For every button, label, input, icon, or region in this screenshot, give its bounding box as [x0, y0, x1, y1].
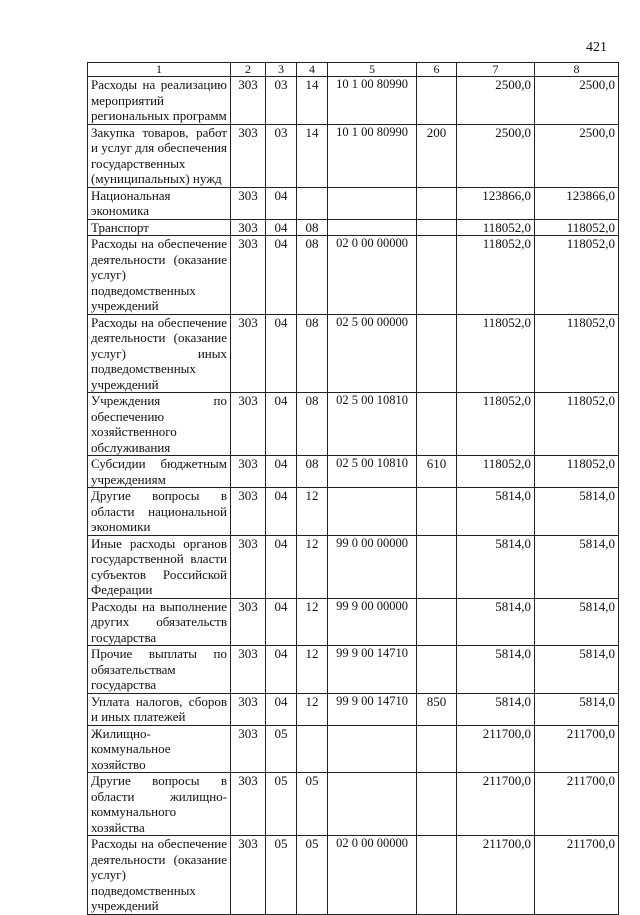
header-cell: 8: [535, 63, 619, 77]
expense-type-code-cell: [417, 488, 457, 536]
expense-type-code-cell: [417, 836, 457, 915]
table-row: [88, 836, 619, 915]
ministry-code-cell: 303: [231, 187, 266, 219]
amount-year-1-cell: 211700,0: [457, 773, 535, 836]
table-row: [88, 693, 619, 725]
ministry-code-cell: 303: [231, 124, 266, 187]
table-row: [88, 236, 619, 315]
table-row: [88, 773, 619, 836]
amount-year-2-cell: 5814,0: [535, 598, 619, 646]
section-code-cell: 04: [266, 535, 297, 598]
subsection-code-cell: 12: [297, 598, 328, 646]
expense-type-code-cell: [417, 598, 457, 646]
item-name-cell: Другие вопросы в области жилищно-коммунального хозяйства: [88, 773, 231, 836]
subsection-code-cell: 14: [297, 124, 328, 187]
item-name-cell: Субсидии бюджетным учреждениям: [88, 456, 231, 488]
amount-year-2-cell: 5814,0: [535, 646, 619, 694]
expense-type-code-cell: [417, 314, 457, 393]
section-code-cell: 04: [266, 598, 297, 646]
target-article-code-cell: 99 0 00 00000: [328, 535, 417, 598]
expense-type-code-cell: [417, 187, 457, 219]
item-name-cell: Расходы на выполнение других обязательств государства: [88, 598, 231, 646]
subsection-code-cell: 12: [297, 488, 328, 536]
target-article-code-cell: 02 0 00 00000: [328, 836, 417, 915]
section-code-cell: 04: [266, 393, 297, 456]
subsection-code-cell: 08: [297, 314, 328, 393]
amount-year-2-cell: 118052,0: [535, 219, 619, 236]
table-row: [88, 725, 619, 773]
table-body: [88, 77, 619, 915]
item-name-cell: Расходы на реализацию мероприятий региональных программ: [88, 77, 231, 125]
subsection-code-cell: 08: [297, 219, 328, 236]
item-name-cell: Закупка товаров, работ и услуг для обеспечения государственных (муниципальных) нужд: [88, 124, 231, 187]
amount-year-2-cell: 211700,0: [535, 725, 619, 773]
table-row: [88, 535, 619, 598]
amount-year-2-cell: 2500,0: [535, 77, 619, 125]
amount-year-2-cell: 211700,0: [535, 836, 619, 915]
ministry-code-cell: 303: [231, 693, 266, 725]
amount-year-2-cell: 118052,0: [535, 314, 619, 393]
table-row: [88, 598, 619, 646]
amount-year-1-cell: 118052,0: [457, 456, 535, 488]
table-row: [88, 77, 619, 125]
item-name-cell: Прочие выплаты по обязательствам государства: [88, 646, 231, 694]
amount-year-1-cell: 5814,0: [457, 598, 535, 646]
table-row: [88, 314, 619, 393]
expense-type-code-cell: [417, 725, 457, 773]
subsection-code-cell: 14: [297, 77, 328, 125]
expense-type-code-cell: [417, 236, 457, 315]
ministry-code-cell: 303: [231, 236, 266, 315]
expense-type-code-cell: 200: [417, 124, 457, 187]
target-article-code-cell: [328, 187, 417, 219]
budget-table: [87, 62, 619, 915]
ministry-code-cell: 303: [231, 314, 266, 393]
item-name-cell: Расходы на обеспечение деятельности (оказание услуг) иных подведомственных учреждений: [88, 314, 231, 393]
target-article-code-cell: [328, 725, 417, 773]
amount-year-2-cell: 123866,0: [535, 187, 619, 219]
amount-year-1-cell: 118052,0: [457, 314, 535, 393]
section-code-cell: 04: [266, 693, 297, 725]
header-cell: 1: [88, 63, 231, 77]
ministry-code-cell: 303: [231, 488, 266, 536]
expense-type-code-cell: [417, 393, 457, 456]
section-code-cell: 04: [266, 236, 297, 315]
section-code-cell: 04: [266, 219, 297, 236]
subsection-code-cell: 08: [297, 236, 328, 315]
header-row: [88, 63, 619, 77]
section-code-cell: 04: [266, 314, 297, 393]
item-name-cell: Жилищно-коммунальное хозяйство: [88, 725, 231, 773]
item-name-cell: Национальная экономика: [88, 187, 231, 219]
subsection-code-cell: 12: [297, 535, 328, 598]
expense-type-code-cell: 850: [417, 693, 457, 725]
amount-year-2-cell: 5814,0: [535, 488, 619, 536]
amount-year-2-cell: 5814,0: [535, 693, 619, 725]
target-article-code-cell: 99 9 00 00000: [328, 598, 417, 646]
item-name-cell: Уплата налогов, сборов и иных платежей: [88, 693, 231, 725]
header-cell: 2: [231, 63, 266, 77]
section-code-cell: 03: [266, 124, 297, 187]
target-article-code-cell: [328, 488, 417, 536]
table-row: [88, 646, 619, 694]
amount-year-1-cell: 118052,0: [457, 393, 535, 456]
item-name-cell: Расходы на обеспечение деятельности (оказание услуг) подведомственных учреждений: [88, 236, 231, 315]
item-name-cell: Иные расходы органов государственной власти субъектов Российской Федерации: [88, 535, 231, 598]
target-article-code-cell: 99 9 00 14710: [328, 693, 417, 725]
amount-year-1-cell: 5814,0: [457, 693, 535, 725]
section-code-cell: 04: [266, 187, 297, 219]
item-name-cell: Расходы на обеспечение деятельности (оказание услуг) подведомственных учреждений: [88, 836, 231, 915]
section-code-cell: 04: [266, 488, 297, 536]
ministry-code-cell: 303: [231, 598, 266, 646]
amount-year-2-cell: 118052,0: [535, 456, 619, 488]
amount-year-2-cell: 211700,0: [535, 773, 619, 836]
expense-type-code-cell: 610: [417, 456, 457, 488]
target-article-code-cell: [328, 773, 417, 836]
subsection-code-cell: 08: [297, 456, 328, 488]
amount-year-1-cell: 118052,0: [457, 236, 535, 315]
table-row: [88, 187, 619, 219]
ministry-code-cell: 303: [231, 219, 266, 236]
table-row: [88, 393, 619, 456]
amount-year-1-cell: 5814,0: [457, 535, 535, 598]
ministry-code-cell: 303: [231, 725, 266, 773]
expense-type-code-cell: [417, 646, 457, 694]
header-cell: 7: [457, 63, 535, 77]
subsection-code-cell: [297, 725, 328, 773]
amount-year-1-cell: 5814,0: [457, 646, 535, 694]
amount-year-2-cell: 118052,0: [535, 236, 619, 315]
ministry-code-cell: 303: [231, 393, 266, 456]
subsection-code-cell: [297, 187, 328, 219]
amount-year-1-cell: 118052,0: [457, 219, 535, 236]
ministry-code-cell: 303: [231, 646, 266, 694]
header-cell: 6: [417, 63, 457, 77]
target-article-code-cell: 02 5 00 10810: [328, 393, 417, 456]
amount-year-1-cell: 123866,0: [457, 187, 535, 219]
ministry-code-cell: 303: [231, 773, 266, 836]
target-article-code-cell: 99 9 00 14710: [328, 646, 417, 694]
item-name-cell: Транспорт: [88, 219, 231, 236]
page-number: 421: [586, 40, 607, 55]
subsection-code-cell: 08: [297, 393, 328, 456]
subsection-code-cell: 12: [297, 646, 328, 694]
ministry-code-cell: 303: [231, 456, 266, 488]
subsection-code-cell: 05: [297, 836, 328, 915]
amount-year-1-cell: 5814,0: [457, 488, 535, 536]
amount-year-2-cell: 2500,0: [535, 124, 619, 187]
amount-year-2-cell: 118052,0: [535, 393, 619, 456]
subsection-code-cell: 12: [297, 693, 328, 725]
table-row: [88, 124, 619, 187]
target-article-code-cell: 02 0 00 00000: [328, 236, 417, 315]
table-row: [88, 219, 619, 236]
amount-year-1-cell: 2500,0: [457, 124, 535, 187]
header-cell: 4: [297, 63, 328, 77]
amount-year-2-cell: 5814,0: [535, 535, 619, 598]
section-code-cell: 04: [266, 646, 297, 694]
target-article-code-cell: 02 5 00 00000: [328, 314, 417, 393]
ministry-code-cell: 303: [231, 836, 266, 915]
target-article-code-cell: 10 1 00 80990: [328, 77, 417, 125]
table-row: [88, 488, 619, 536]
target-article-code-cell: 10 1 00 80990: [328, 124, 417, 187]
item-name-cell: Учреждения по обеспечению хозяйственного обслуживания: [88, 393, 231, 456]
ministry-code-cell: 303: [231, 77, 266, 125]
header-cell: 5: [328, 63, 417, 77]
table-row: [88, 456, 619, 488]
expense-type-code-cell: [417, 77, 457, 125]
expense-type-code-cell: [417, 773, 457, 836]
section-code-cell: 05: [266, 836, 297, 915]
section-code-cell: 04: [266, 456, 297, 488]
amount-year-1-cell: 2500,0: [457, 77, 535, 125]
header-cell: 3: [266, 63, 297, 77]
expense-type-code-cell: [417, 535, 457, 598]
amount-year-1-cell: 211700,0: [457, 836, 535, 915]
item-name-cell: Другие вопросы в области национальной экономики: [88, 488, 231, 536]
section-code-cell: 03: [266, 77, 297, 125]
expense-type-code-cell: [417, 219, 457, 236]
section-code-cell: 05: [266, 773, 297, 836]
section-code-cell: 05: [266, 725, 297, 773]
amount-year-1-cell: 211700,0: [457, 725, 535, 773]
target-article-code-cell: [328, 219, 417, 236]
target-article-code-cell: 02 5 00 10810: [328, 456, 417, 488]
ministry-code-cell: 303: [231, 535, 266, 598]
subsection-code-cell: 05: [297, 773, 328, 836]
